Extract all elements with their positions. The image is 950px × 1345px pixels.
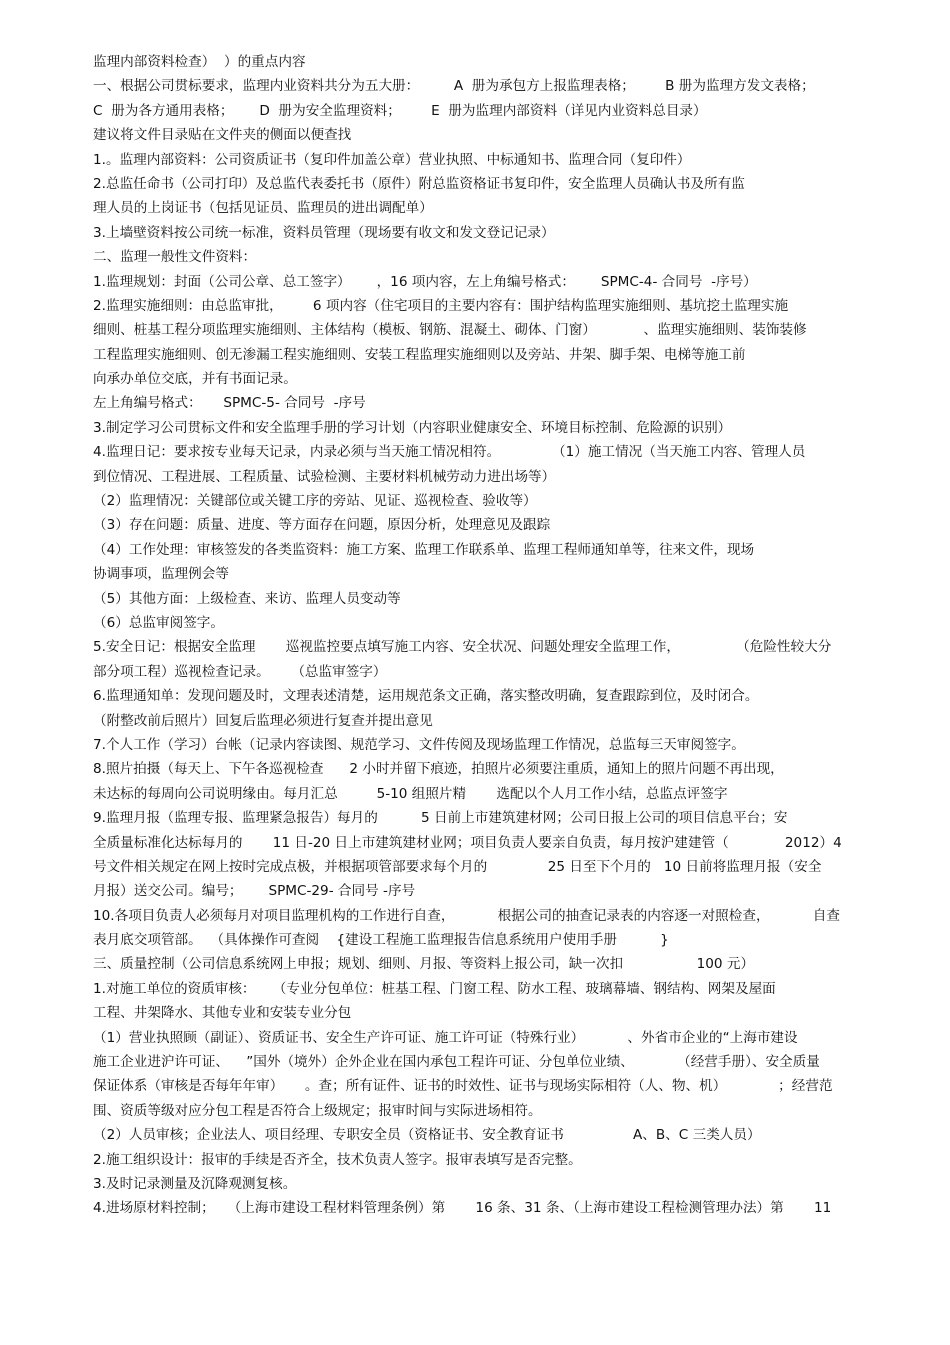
- text-line: 未达标的每周向公司说明缘由。每月汇总 5-10 组照片精 选配以个人月工作小结，总监点评签字: [93, 785, 728, 802]
- text-line: 2.监理实施细则：由总监审批， 6 项内容（住宅项目的主要内容有：围护结构监理实施细则、基坑挖土监理实施: [93, 297, 789, 314]
- text-line: 左上角编号格式： SPMC-5- 合同号 -序号: [93, 395, 366, 412]
- text-line: 施工企业进沪许可证、 ”国外（境外）企外企业在国内承包工程许可证、分包单位业绩、 （经营手册）、安全质量: [93, 1054, 820, 1071]
- text-line: 4.进场原材料控制； （上海市建设工程材料管理条例）第 16 条、31 条、（上海市建设工程检测管理办法）第 11: [93, 1200, 832, 1217]
- text-line: 监理内部资料检查） ）的重点内容: [93, 54, 306, 70]
- text-line: （3）存在问题：质量、进度、等方面存在问题，原因分析，处理意见及跟踪: [93, 517, 551, 534]
- text-line: 向承办单位交底，并有书面记录。: [93, 371, 297, 388]
- text-line: 一、根据公司贯标要求，监理内业资料共分为五大册： A 册为承包方上报监理表格； B 册为监理方发文表格；: [93, 78, 815, 95]
- text-line: 3.制定学习公司贯标文件和安全监理手册的学习计划（内容职业健康安全、环境目标控制、危险源的识别）: [93, 419, 732, 436]
- text-line: 围、资质等级对应分包工程是否符合上级规定；报审时间与实际进场相符。: [93, 1102, 542, 1119]
- text-line: 2.总监任命书（公司打印）及总监代表委托书（原件）附总监资格证书复印件，安全监理人员确认书及所有监: [93, 175, 745, 192]
- text-line: 号文件相关规定在网上按时完成点极，并根据项管部要求每个月的 25 日至下个月的 10 日前将监理月报（安全: [93, 858, 822, 875]
- text-line: 全质量标准化达标每月的 11 日-20 日上市建筑建材业网；项目负责人要亲自负责，每月按沪建建管（ 2012）4: [93, 834, 842, 851]
- text-line: 协调事项，监理例会等: [93, 566, 229, 583]
- text-line: 细则、桩基工程分项监理实施细则、主体结构（模板、钢筋、混凝土、砌体、门窗） 、监理实施细则、装饰装修: [93, 322, 807, 339]
- text-line: 5.安全日记：根据安全监理 巡视监控要点填写施工内容、安全状况、问题处理安全监理工作， （危险性较大分: [93, 639, 832, 656]
- text-line: 理人员的上岗证书（包括见证员、监理员的进出调配单）: [93, 200, 433, 217]
- text-line: 6.监理通知单：发现问题及时，文理表述清楚，运用规范条文正确，落实整改明确，复查跟踪到位，及时闭合。: [93, 688, 759, 705]
- text-line: 1.对施工单位的资质审核： （专业分包单位：桩基工程、门窗工程、防水工程、玻璃幕墙、钢结构、网架及屋面: [93, 980, 776, 997]
- text-line: （6）总监审阅签字。: [93, 614, 224, 631]
- document-body: [93, 50, 905, 1221]
- text-line: 3.及时记录测量及沉降观测复核。: [93, 1175, 297, 1192]
- text-line: 到位情况、工程进展、工程质量、试验检测、主要材料机械劳动力进出场等）: [93, 468, 556, 485]
- text-line: 3.上墙壁资料按公司统一标准，资料员管理（现场要有收文和发文登记记录）: [93, 224, 555, 241]
- text-line: 7.个人工作（学习）台帐（记录内容读图、规范学习、文件传阅及现场监理工作情况，总监每三天审阅签字。: [93, 736, 745, 753]
- text-line: 部分项工程）巡视检查记录。 （总监审签字）: [93, 663, 387, 680]
- text-line: 保证体系（审核是否每年年审） 。查；所有证件、证书的时效性、证书与现场实际相符（人、物、机） ；经营范: [93, 1078, 833, 1095]
- text-line: 8.照片拍摄（每天上、下午各巡视检查 2 小时并留下痕迹，拍照片必须要注重质，通知上的照片问题不再出现，: [93, 761, 784, 778]
- text-line: C 册为各方通用表格； D 册为安全监理资料； E 册为监理内部资料（详见内业资料总目录）: [93, 102, 707, 119]
- text-line: 二、监理一般性文件资料：: [93, 249, 257, 266]
- text-line: 2.施工组织设计：报审的手续是否齐全，技术负责人签字。报审表填写是否完整。: [93, 1151, 582, 1168]
- text-line: （1）营业执照顾（副证）、资质证书、安全生产许可证、施工许可证（特殊行业） 、外省市企业的“上海市建设: [93, 1029, 798, 1046]
- text-line: 表月底交项管部。 （具体操作可查阅 {建设工程施工监理报告信息系统用户使用手册 }: [93, 932, 669, 949]
- text-line: 建议将文件目录贴在文件夹的侧面以便查找: [93, 127, 352, 144]
- text-line: 1.。监理内部资料：公司资质证书（复印件加盖公章）营业执照、中标通知书、监理合同（复印件）: [93, 151, 691, 168]
- text-line: 月报）送交公司。编号； SPMC-29- 合同号 -序号: [93, 883, 416, 900]
- text-line: 9.监理月报（监理专报、监理紧急报告）每月的 5 日前上市建筑建材网；公司日报上公司的项目信息平台；安: [93, 810, 788, 827]
- text-line: 三、质量控制（公司信息系统网上申报；规划、细则、月报、等资料上报公司，缺一次扣 100 元）: [93, 956, 755, 973]
- text-line: 10.各项目负责人必须每月对项目监理机构的工作进行自查， 根据公司的抽查记录表的内容逐一对照检查， 自查: [93, 907, 840, 924]
- text-line: （2）人员审核；企业法人、项目经理、专职安全员（资格证书、安全教育证书 A、B、C 三类人员）: [93, 1127, 761, 1144]
- text-line: 工程、井架降水、其他专业和安装专业分包: [93, 1005, 352, 1022]
- text-line: 1.监理规划：封面（公司公章、总工签字） ，16 项内容，左上角编号格式： SPMC-4- 合同号 -序号）: [93, 273, 757, 290]
- text-line: （附整改前后照片）回复后监理必须进行复查并提出意见: [93, 712, 433, 729]
- text-line: （5）其他方面：上级检查、来访、监理人员变动等: [93, 590, 401, 607]
- text-line: 工程监理实施细则、创无渗漏工程实施细则、安装工程监理实施细则以及旁站、井架、脚手架、电梯等施工前: [93, 346, 746, 363]
- text-line: （2）监理情况：关键部位或关键工序的旁站、见证、巡视检查、验收等）: [93, 493, 537, 510]
- text-line: （4）工作处理：审核签发的各类监资料：施工方案、监理工作联系单、监理工程师通知单等，往来文件，现场: [93, 541, 755, 558]
- text-line: 4.监理日记：要求按专业每天记录，内录必须与当天施工情况相符。 （1）施工情况（当天施工内容、管理人员: [93, 444, 806, 461]
